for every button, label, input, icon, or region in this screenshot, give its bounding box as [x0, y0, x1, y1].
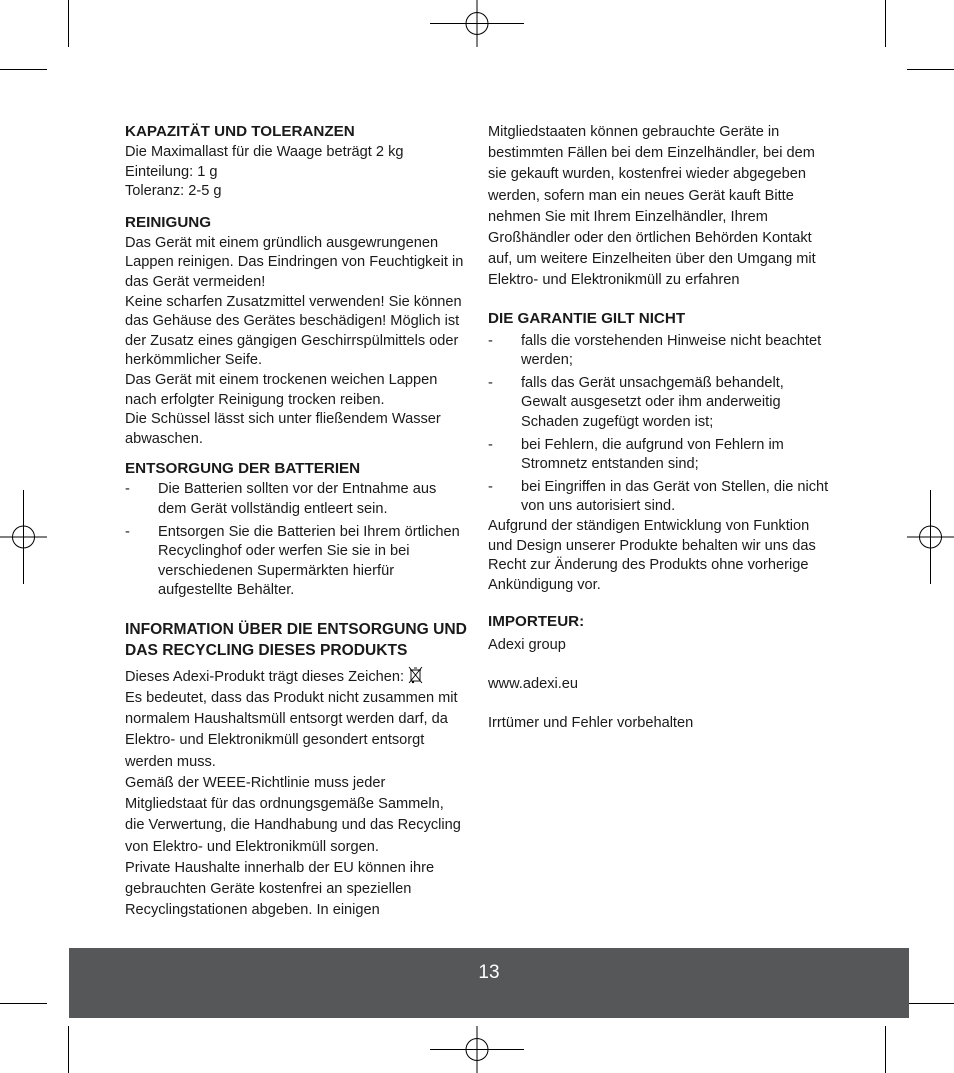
warranty-list	[488, 332, 833, 517]
registration-mark-top	[430, 0, 524, 47]
disposal-continuation: Mitgliedstaaten können gebrauchte Geräte in bestimmten Fällen bei dem Einzelhändler, bei dem sie gekauft wurden, kostenfrei wieder abgegeben werden, sofern man ein neues Gerät kauft Bitte nehmen Sie mit Ihrem Einzelhändler, Ihrem Großhändler oder den örtlichen Behörden Kontakt auf, um weitere Einzelheiten über den Umgang mit Elektro- und Elektronikmüll zu erfahren	[488, 124, 816, 289]
page-number: 13	[478, 962, 500, 983]
dash-bullet: -	[125, 481, 130, 498]
warranty-heading: DIE GARANTIE GILT NICHT	[488, 309, 686, 327]
registration-mark-right	[907, 490, 954, 584]
batteries-section	[125, 459, 467, 601]
capacity-heading: KAPAZITÄT UND TOLERANZEN	[125, 123, 355, 140]
importer-disclaimer: Irrtümer und Fehler vorbehalten	[488, 714, 694, 731]
dash-bullet: -	[488, 374, 493, 391]
right-column	[488, 122, 833, 733]
page-footer-bar	[69, 948, 909, 1018]
list-item: - falls das Gerät unsachgemäß behandelt, Gewalt ausgesetzt oder ihm anderweitig Schaden zugefügt worden ist;	[488, 374, 784, 430]
disposal-heading: INFORMATION ÜBER DIE ENTSORGUNG UND DAS RECYCLING DIESES PRODUKTS	[125, 620, 467, 660]
importer-heading: IMPORTEUR:	[488, 613, 585, 631]
importer-company: Adexi group	[488, 637, 566, 654]
disposal-paragraph: Private Haushalte innerhalb der EU können ihre gebrauchten Geräte kostenfrei an speziellen Recyclingstationen abgeben. In einigen	[125, 859, 435, 919]
cleaning-heading: REINIGUNG	[125, 213, 212, 231]
dash-bullet: -	[488, 436, 493, 453]
batteries-heading: ENTSORGUNG DER BATTERIEN	[125, 460, 361, 478]
list-item: - falls die vorstehenden Hinweise nicht beachtet werden;	[488, 332, 822, 369]
registration-mark-left	[0, 490, 47, 584]
disposal-paragraph: Gemäß der WEEE-Richtlinie muss jeder Mitgliedstaat für das ordnungsgemäße Sammeln, die Verwertung, die Handhabung und das Recycling von Elektro- und Elektronikmüll sorgen.	[125, 774, 461, 855]
cleaning-paragraph: Das Gerät mit einem gründlich ausgewrungenen Lappen reinigen. Das Eindringen von Feuchtigkeit in das Gerät vermeiden!	[125, 234, 464, 290]
list-item: - Entsorgen Sie die Batterien bei Ihrem örtlichen Recyclinghof oder werfen Sie sie in bei verschiedenen Supermärkten hierfür aufgestellte Behälter.	[125, 523, 460, 599]
dash-bullet: -	[488, 478, 493, 495]
warranty-note: Aufgrund der ständigen Entwicklung von Funktion und Design unserer Produkte behalten wir uns das Recht zur Änderung des Produkts ohne vorherige Ankündigung vor.	[488, 517, 816, 593]
batteries-list	[125, 480, 467, 601]
capacity-line: Die Maximallast für die Waage beträgt 2 kg	[125, 144, 404, 160]
warranty-section	[488, 309, 833, 596]
importer-section	[488, 612, 833, 733]
cleaning-paragraph: Keine scharfen Zusatzmittel verwenden! Sie können das Gehäuse des Gerätes beschädigen! Möglich ist der Zusatz eines gängigen Geschirrspülmittels oder herkömmlicher Seife.	[125, 293, 462, 369]
dash-bullet: -	[125, 523, 130, 540]
importer-website: www.adexi.eu	[488, 675, 579, 692]
cleaning-section	[125, 213, 467, 450]
dash-bullet: -	[488, 332, 493, 349]
cleaning-paragraph: Die Schüssel lässt sich unter fließendem Wasser abwaschen.	[125, 411, 441, 447]
capacity-section	[125, 122, 467, 202]
disposal-sign-line: Dieses Adexi-Produkt trägt dieses Zeichen:	[125, 666, 467, 688]
disposal-paragraph: Es bedeutet, dass das Produkt nicht zusammen mit normalem Haushaltsmüll entsorgt werden darf, da Elektro- und Elektronikmüll gesondert entsorgt werden muss.	[125, 690, 458, 770]
cleaning-paragraph: Das Gerät mit einem trockenen weichen Lappen nach erfolgter Reinigung trocken reiben.	[125, 371, 438, 408]
registration-mark-bottom	[430, 1026, 524, 1073]
list-item: - Die Batterien sollten vor der Entnahme aus dem Gerät vollständig entleert sein.	[125, 481, 437, 517]
disposal-section	[125, 619, 467, 921]
capacity-line: Einteilung: 1 g	[125, 163, 218, 180]
capacity-line: Toleranz: 2-5 g	[125, 183, 222, 200]
weee-crossed-bin-icon	[408, 666, 423, 684]
left-column	[125, 122, 467, 921]
list-item: - bei Fehlern, die aufgrund von Fehlern im Stromnetz entstanden sind;	[488, 436, 784, 473]
list-item: - bei Eingriffen in das Gerät von Stellen, die nicht von uns autorisiert sind.	[488, 478, 829, 515]
